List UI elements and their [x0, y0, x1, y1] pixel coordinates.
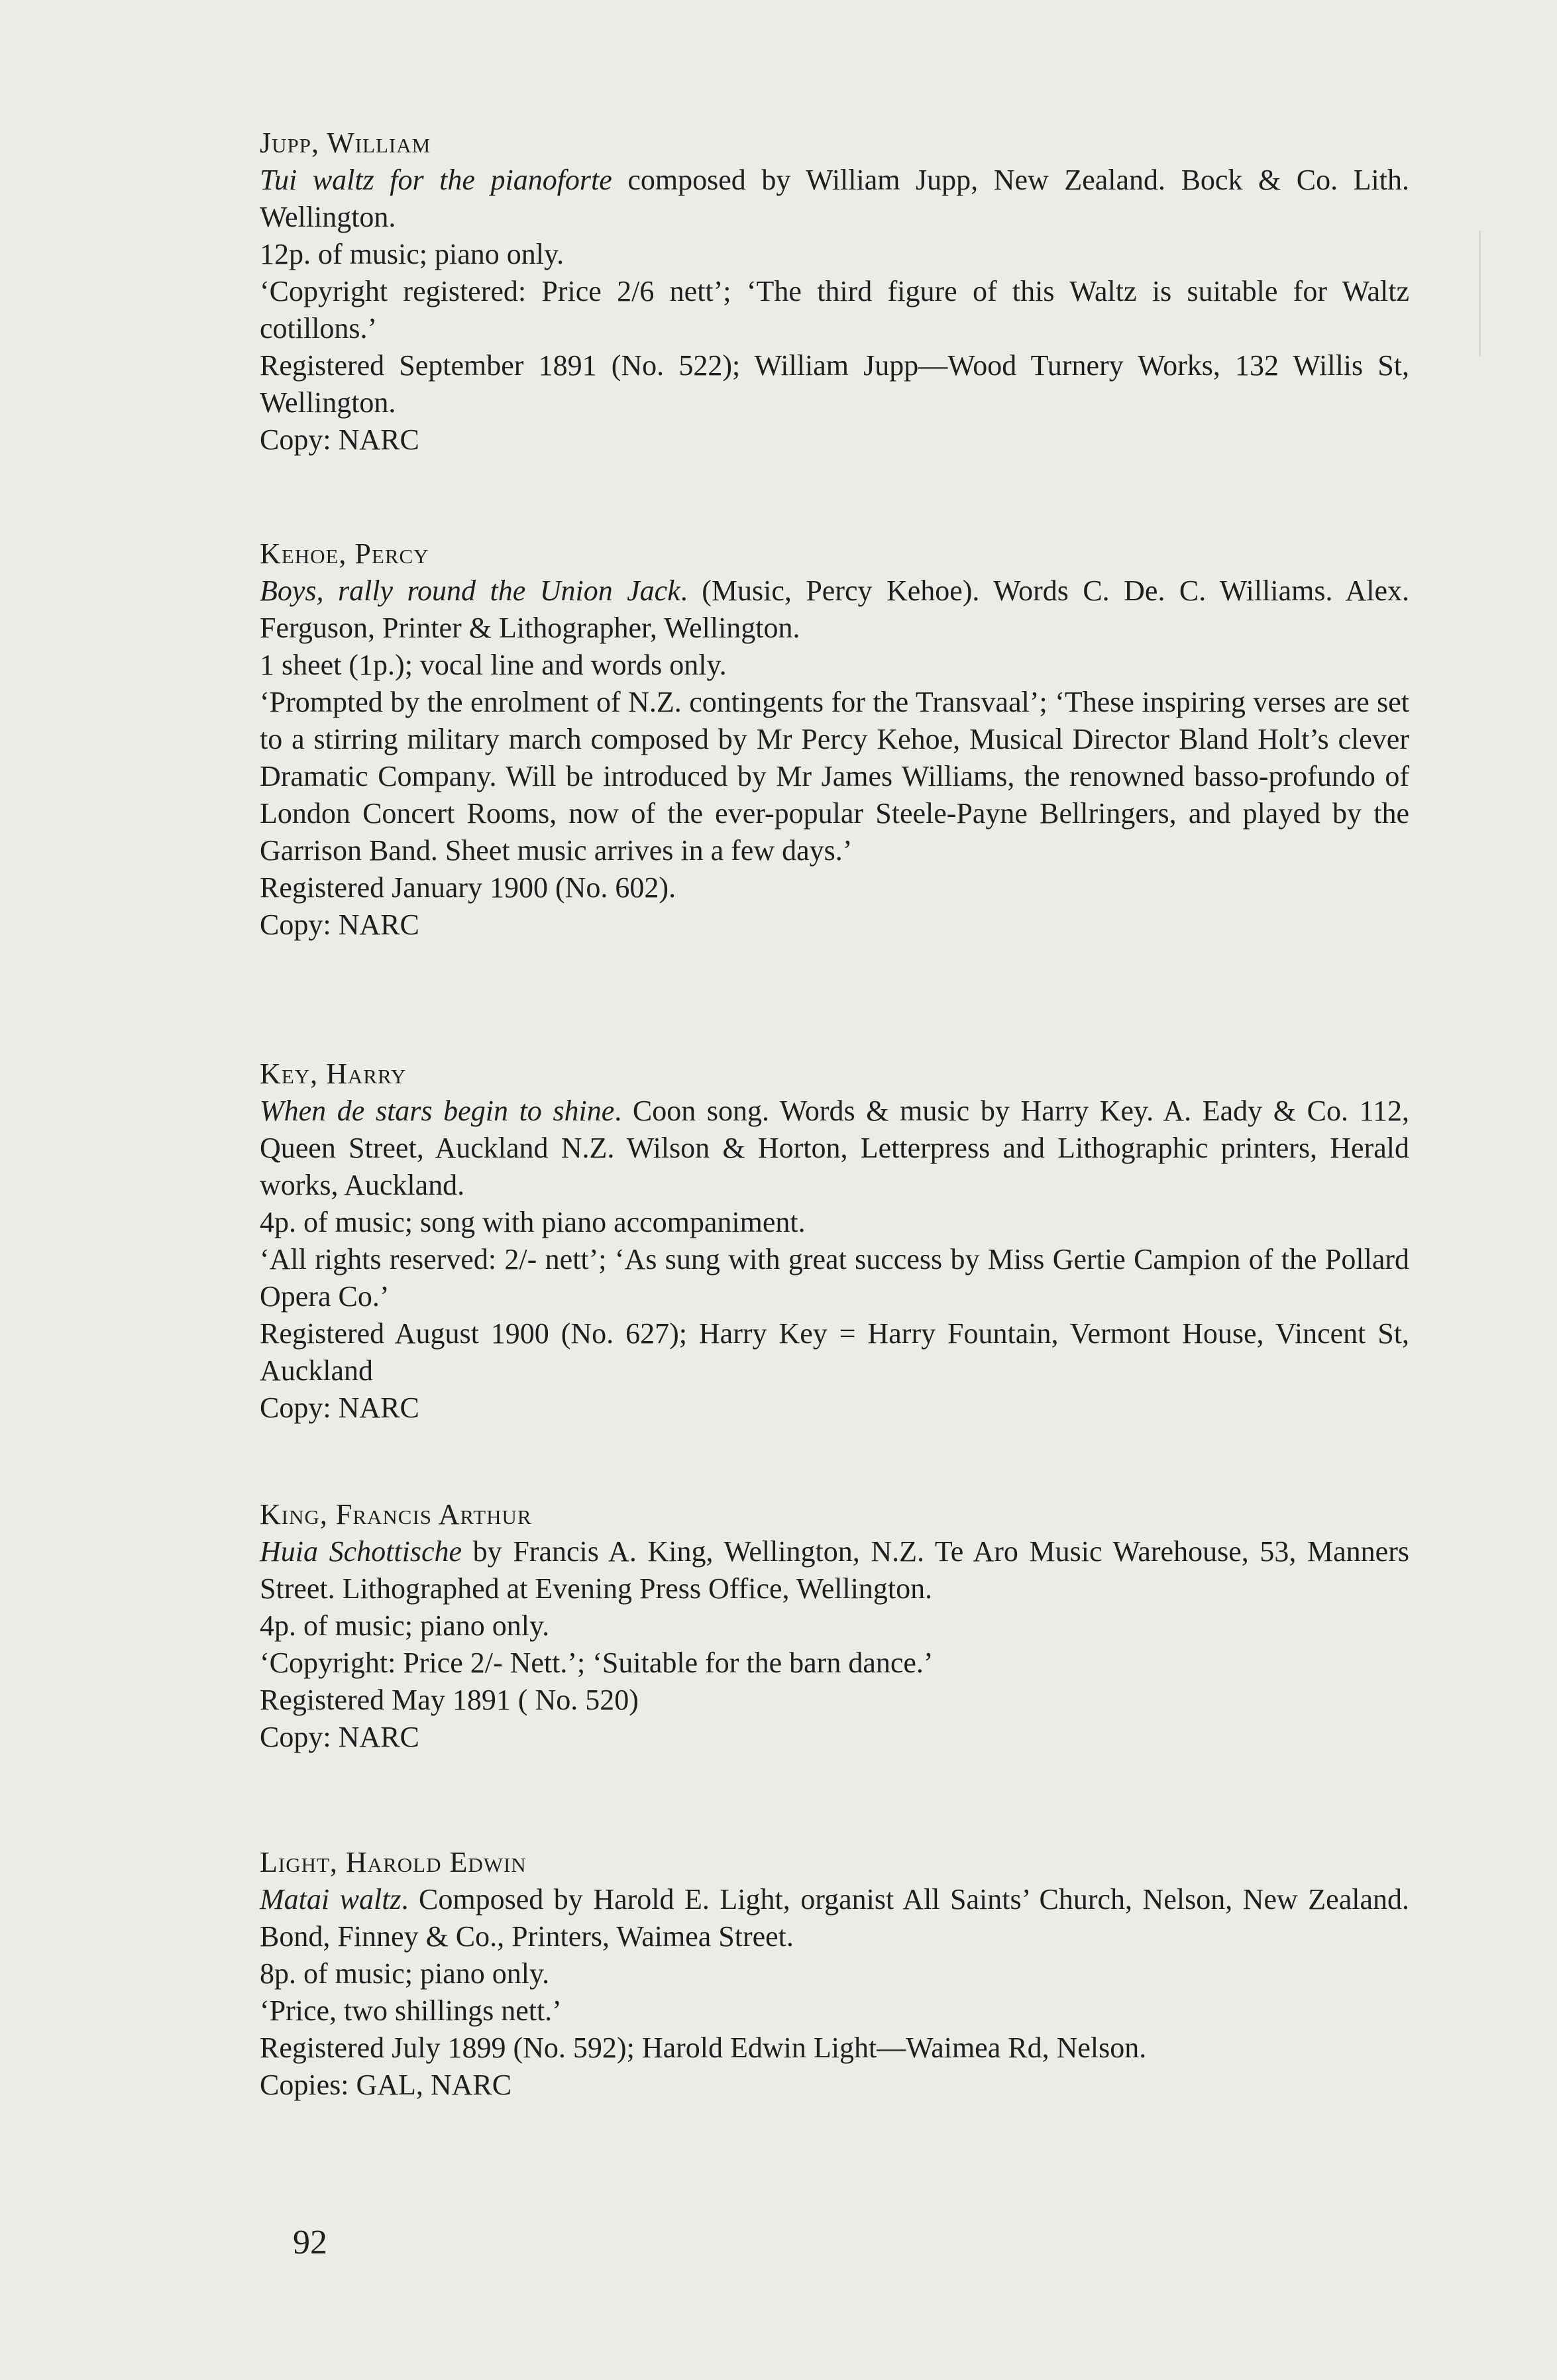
entry-extent: 8p. of music; piano only.	[260, 1957, 550, 1990]
entry-notes: ‘Copyright: Price 2/- Nett.’; ‘Suitable for the barn dance.’	[260, 1647, 934, 1679]
entry-publisher: . (Music, Percy Kehoe). Words C. De. C. Williams. Alex. Ferguson, Printer & Lithographer, Wellington.	[260, 574, 1410, 644]
entry-title-line	[260, 1881, 1409, 1955]
entry-title: When de stars begin to shine	[260, 1095, 615, 1127]
entry-copy: Copies: GAL, NARC	[260, 2069, 512, 2101]
entry-copy: Copy: NARC	[260, 1391, 419, 1424]
entry-publisher: . Composed by Harold E. Light, organist All Saints’ Church, Nelson, New Zealand. Bond, Finney & Co., Printers, Waimea Street.	[260, 1883, 1409, 1953]
page-number: 92	[293, 2224, 327, 2261]
entry-copy: Copy: NARC	[260, 1721, 419, 1753]
entry-registration: Registered September 1891 (No. 522); William Jupp—Wood Turnery Works, 132 Willis St, Wellington.	[260, 349, 1409, 419]
entry-title-line	[260, 572, 1409, 647]
entry-heading: Light, Harold Edwin	[260, 1846, 527, 1878]
entry-title: Tui waltz for the pianoforte	[260, 164, 612, 196]
entry-title: Matai waltz	[260, 1883, 402, 1916]
entry-publisher: by Francis A. King, Wellington, N.Z. Te Aro Music Warehouse, 53, Manners Street. Lithographed at Evening Press Office, Wellington.	[260, 1535, 1409, 1605]
entry-title-line	[260, 1093, 1409, 1204]
entry-kehoe	[260, 535, 1409, 944]
entry-key	[260, 1055, 1409, 1427]
entry-notes: ‘Prompted by the enrolment of N.Z. contingents for the Transvaal’; ‘These inspiring verses are set to a stirring military march composed by Mr Percy Kehoe, Musical Director Bland Holt’s clever Dramatic Company. Will be introduced by Mr James Williams, the renowned basso-profundo of London Concert Rooms, now of the ever-popular Steele-Payne Bellringers, and played by the Garrison Band. Sheet music arrives in a few days.’	[260, 686, 1409, 867]
entry-extent: 1 sheet (1p.); vocal line and words only.	[260, 649, 727, 681]
entry-registration: Registered May 1891 ( No. 520)	[260, 1684, 639, 1716]
entry-extent: 12p. of music; piano only.	[260, 238, 564, 270]
entry-king	[260, 1496, 1409, 1756]
entry-notes: ‘Copyright registered: Price 2/6 nett’; ‘The third figure of this Waltz is suitable for Waltz cotillons.’	[260, 275, 1409, 345]
entry-heading: Kehoe, Percy	[260, 537, 429, 570]
margin-mark	[1479, 231, 1481, 356]
entry-heading: King, Francis Arthur	[260, 1498, 532, 1531]
entry-title-line	[260, 1533, 1409, 1607]
entry-copy: Copy: NARC	[260, 908, 419, 941]
entry-title: Huia Schottische	[260, 1535, 462, 1568]
entry-extent: 4p. of music; song with piano accompaniment.	[260, 1206, 806, 1238]
entry-heading: Key, Harry	[260, 1057, 407, 1090]
entry-registration: Registered January 1900 (No. 602).	[260, 871, 676, 904]
entry-copy: Copy: NARC	[260, 423, 419, 456]
entry-registration: Registered August 1900 (No. 627); Harry Key = Harry Fountain, Vermont House, Vincent St, Auckland	[260, 1317, 1409, 1387]
entry-title-line	[260, 162, 1409, 236]
entry-jupp	[260, 125, 1409, 459]
entry-light	[260, 1844, 1409, 2104]
entry-notes: ‘Price, two shillings nett.’	[260, 1994, 562, 2027]
entry-notes: ‘All rights reserved: 2/- nett’; ‘As sung with great success by Miss Gertie Campion of the Pollard Opera Co.’	[260, 1243, 1409, 1313]
entry-extent: 4p. of music; piano only.	[260, 1609, 550, 1642]
entry-heading: Jupp, William	[260, 127, 431, 159]
entry-publisher: composed by William Jupp, New Zealand. Bock & Co. Lith. Wellington.	[260, 164, 1409, 233]
entry-title: Boys, rally round the Union Jack	[260, 574, 680, 607]
entry-registration: Registered July 1899 (No. 592); Harold Edwin Light—Waimea Rd, Nelson.	[260, 2031, 1147, 2064]
entry-publisher: . Coon song. Words & music by Harry Key. A. Eady & Co. 112, Queen Street, Auckland N.Z. Wilson & Horton, Letterpress and Lithographic printers, Herald works, Auckland.	[260, 1095, 1409, 1201]
